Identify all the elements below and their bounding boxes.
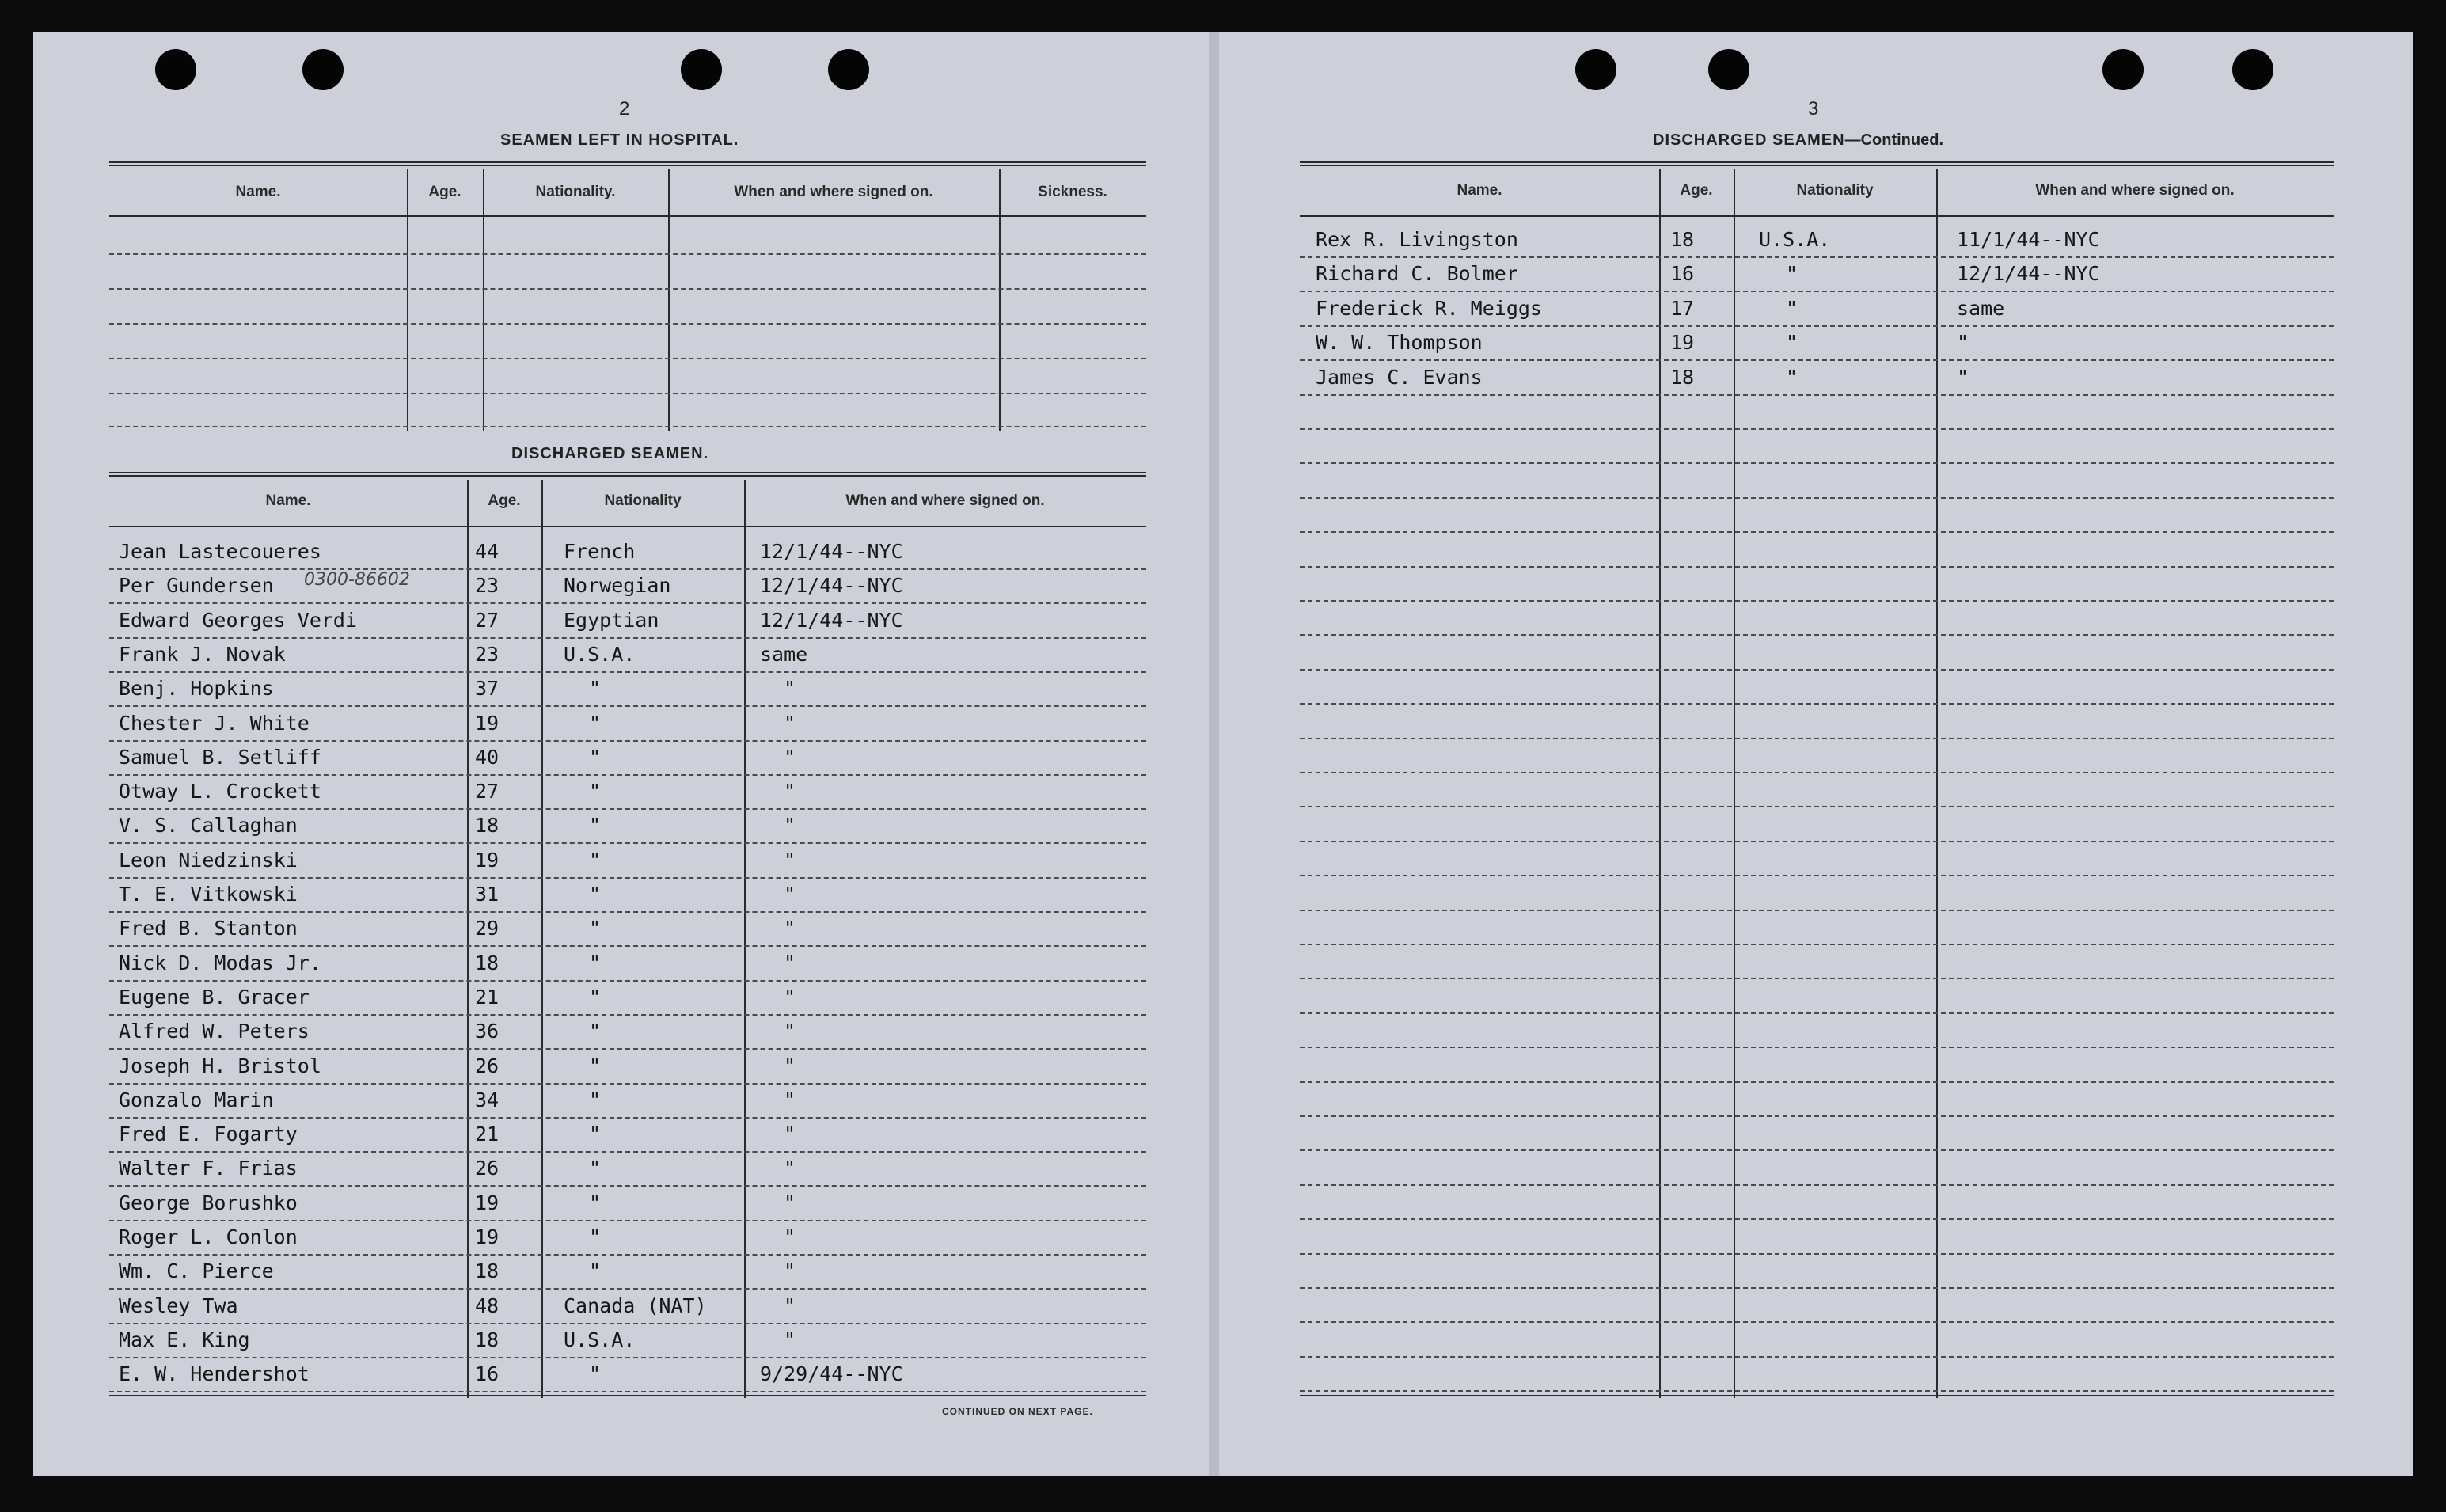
seaman-age: 26 xyxy=(475,1054,499,1077)
seaman-age: 27 xyxy=(475,780,499,803)
seaman-nationality: " xyxy=(589,849,602,872)
seaman-age: 19 xyxy=(1670,331,1695,354)
seaman-name: Jean Lastecoueres xyxy=(119,540,321,563)
seaman-name: Eugene B. Gracer xyxy=(119,986,310,1009)
row-line xyxy=(1300,772,2334,773)
seaman-age: 21 xyxy=(475,986,499,1009)
seaman-nationality: " xyxy=(589,1088,602,1111)
hospital-col-name: Name. xyxy=(235,184,281,200)
row-line xyxy=(109,1254,1146,1256)
seaman-age: 17 xyxy=(1670,297,1695,320)
seaman-age: 40 xyxy=(475,746,499,769)
seaman-signed-on: " xyxy=(784,1054,796,1077)
seaman-nationality: " xyxy=(589,1157,602,1180)
continued-title-main: DISCHARGED SEAMEN xyxy=(1653,131,1845,149)
hospital-top-rule xyxy=(109,161,1146,166)
seaman-signed-on: " xyxy=(784,1259,796,1282)
row-line xyxy=(1300,669,2334,671)
seaman-nationality: " xyxy=(589,712,602,735)
discharged-col-divider xyxy=(541,480,543,1398)
seaman-nationality: " xyxy=(1786,331,1798,354)
continued-header-rule xyxy=(1300,215,2334,217)
row-line xyxy=(109,1048,1146,1050)
seaman-age: 16 xyxy=(475,1362,499,1385)
row-line xyxy=(1300,738,2334,739)
seaman-nationality: " xyxy=(589,1259,602,1282)
discharged-col-divider xyxy=(467,480,469,1398)
seaman-name: Gonzalo Marin xyxy=(119,1088,274,1111)
row-line xyxy=(1300,566,2334,568)
row-line xyxy=(1300,1287,2334,1289)
hospital-col-nationality: Nationality. xyxy=(535,184,616,200)
row-line xyxy=(1300,325,2334,327)
seaman-signed-on: " xyxy=(784,1294,796,1317)
row-line xyxy=(1300,1115,2334,1117)
seaman-signed-on: 12/1/44--NYC xyxy=(760,540,903,563)
continued-title-suffix: —Continued. xyxy=(1844,131,1944,149)
row-line xyxy=(109,911,1146,913)
seaman-nationality: " xyxy=(589,883,602,906)
row-line xyxy=(109,808,1146,810)
row-line xyxy=(109,705,1146,707)
seaman-signed-on: " xyxy=(784,1191,796,1214)
row-line xyxy=(109,1083,1146,1085)
binder-hole xyxy=(1708,49,1749,90)
seaman-name: Alfred W. Peters xyxy=(119,1020,310,1043)
seaman-nationality: U.S.A. xyxy=(1759,228,1831,251)
seaman-nationality: " xyxy=(589,1225,602,1248)
seaman-nationality: " xyxy=(589,677,602,700)
continued-col-age: Age. xyxy=(1680,182,1713,199)
binder-hole xyxy=(302,49,344,90)
continued-col-nationality: Nationality xyxy=(1796,182,1874,199)
seaman-name: Edward Georges Verdi xyxy=(119,609,358,632)
seaman-age: 19 xyxy=(475,712,499,735)
seaman-name: Leon Niedzinski xyxy=(119,849,298,872)
row-line xyxy=(109,945,1146,947)
row-line xyxy=(109,602,1146,604)
hospital-row-line xyxy=(109,358,1146,359)
seaman-name: Fred E. Fogarty xyxy=(119,1123,298,1145)
discharged-col-divider xyxy=(744,480,746,1398)
seaman-nationality: " xyxy=(589,1123,602,1145)
hospital-row-line xyxy=(109,393,1146,394)
seaman-signed-on: " xyxy=(784,952,796,974)
seaman-signed-on: same xyxy=(760,643,808,666)
hospital-col-age: Age. xyxy=(428,184,461,200)
row-line xyxy=(1300,1081,2334,1083)
row-line xyxy=(1300,497,2334,499)
row-line xyxy=(1300,291,2334,292)
continued-bottom-rule xyxy=(1300,1395,2334,1396)
row-line xyxy=(1300,841,2334,842)
seaman-age: 29 xyxy=(475,917,499,940)
seaman-name: V. S. Callaghan xyxy=(119,814,298,837)
seaman-signed-on: " xyxy=(784,986,796,1009)
discharged-col-name: Name. xyxy=(265,492,311,509)
row-line xyxy=(1300,1149,2334,1151)
seaman-name: Samuel B. Setliff xyxy=(119,746,321,769)
row-line xyxy=(1300,1253,2334,1255)
discharged-header-rule xyxy=(109,526,1146,527)
row-line xyxy=(1300,394,2334,396)
seaman-name: Wesley Twa xyxy=(119,1294,238,1317)
seaman-name: Joseph H. Bristol xyxy=(119,1054,321,1077)
seaman-nationality: " xyxy=(1786,366,1798,389)
row-line xyxy=(109,1357,1146,1358)
seaman-age: 16 xyxy=(1670,262,1695,285)
seaman-signed-on: 9/29/44--NYC xyxy=(760,1362,903,1385)
seaman-age: 18 xyxy=(1670,366,1695,389)
binder-hole xyxy=(155,49,196,90)
page-number: 3 xyxy=(1808,98,1819,120)
seaman-age: 19 xyxy=(475,1225,499,1248)
seaman-name: Per Gundersen xyxy=(119,574,274,597)
continued-note: CONTINUED ON NEXT PAGE. xyxy=(942,1406,1093,1417)
row-line xyxy=(1300,1047,2334,1048)
seaman-name: Max E. King xyxy=(119,1328,250,1351)
seaman-name: Chester J. White xyxy=(119,712,310,735)
seaman-name: Frederick R. Meiggs xyxy=(1316,297,1542,320)
continued-section-title xyxy=(1653,131,1943,150)
seaman-signed-on: 12/1/44--NYC xyxy=(760,609,903,632)
discharged-col-nationality: Nationality xyxy=(604,492,682,509)
row-line xyxy=(1300,944,2334,945)
seaman-name: George Borushko xyxy=(119,1191,298,1214)
seaman-age: 27 xyxy=(475,609,499,632)
row-line xyxy=(1300,531,2334,533)
hospital-col-sickness: Sickness. xyxy=(1038,184,1107,200)
seaman-nationality: " xyxy=(589,814,602,837)
seaman-signed-on: " xyxy=(1957,331,1969,354)
seaman-age: 19 xyxy=(475,849,499,872)
seaman-signed-on: " xyxy=(784,883,796,906)
seaman-nationality: Egyptian xyxy=(564,609,659,632)
row-line xyxy=(1300,978,2334,979)
row-line xyxy=(109,740,1146,742)
continued-col-signed-on: When and where signed on. xyxy=(2035,182,2235,199)
seaman-name: Richard C. Bolmer xyxy=(1316,262,1518,285)
hospital-section-title: SEAMEN LEFT IN HOSPITAL. xyxy=(500,131,739,149)
discharged-top-rule xyxy=(109,472,1146,477)
seaman-nationality: " xyxy=(589,1054,602,1077)
seaman-signed-on: " xyxy=(784,677,796,700)
discharged-col-signed-on: When and where signed on. xyxy=(845,492,1045,509)
binder-hole xyxy=(2102,49,2144,90)
row-line xyxy=(1300,462,2334,464)
seaman-signed-on: 12/1/44--NYC xyxy=(760,574,903,597)
seaman-name: James C. Evans xyxy=(1316,366,1483,389)
row-line xyxy=(109,568,1146,570)
hospital-col-divider xyxy=(668,169,670,431)
seaman-signed-on: " xyxy=(784,814,796,837)
row-line xyxy=(1300,1321,2334,1323)
hospital-col-divider xyxy=(483,169,484,431)
row-line xyxy=(109,1288,1146,1290)
seaman-age: 18 xyxy=(475,952,499,974)
seaman-nationality: " xyxy=(589,1020,602,1043)
seaman-name: Walter F. Frias xyxy=(119,1157,298,1180)
seaman-age: 37 xyxy=(475,677,499,700)
seaman-age: 26 xyxy=(475,1157,499,1180)
row-line xyxy=(109,774,1146,776)
seaman-signed-on: " xyxy=(784,1020,796,1043)
row-line xyxy=(1300,1390,2334,1392)
row-line xyxy=(1300,256,2334,258)
seaman-signed-on: " xyxy=(784,1157,796,1180)
hospital-col-signed-on: When and where signed on. xyxy=(734,184,933,200)
binder-hole xyxy=(2232,49,2273,90)
seaman-age: 18 xyxy=(475,1259,499,1282)
row-line xyxy=(109,877,1146,879)
seaman-age: 48 xyxy=(475,1294,499,1317)
binder-hole xyxy=(1575,49,1616,90)
row-line xyxy=(1300,634,2334,636)
discharged-section-title: DISCHARGED SEAMEN. xyxy=(511,445,709,462)
seaman-age: 31 xyxy=(475,883,499,906)
seaman-nationality: French xyxy=(564,540,636,563)
row-line xyxy=(1300,1218,2334,1220)
hospital-col-divider xyxy=(407,169,408,431)
seaman-nationality: " xyxy=(589,1362,602,1385)
row-line xyxy=(1300,1184,2334,1186)
seaman-signed-on: same xyxy=(1957,297,2005,320)
seaman-name: Otway L. Crockett xyxy=(119,780,321,803)
seaman-name: Frank J. Novak xyxy=(119,643,286,666)
seaman-age: 21 xyxy=(475,1123,499,1145)
seaman-age: 23 xyxy=(475,643,499,666)
seaman-nationality: U.S.A. xyxy=(564,1328,636,1351)
seaman-name: Benj. Hopkins xyxy=(119,677,274,700)
seaman-nationality: " xyxy=(589,952,602,974)
seaman-signed-on: " xyxy=(1957,366,1969,389)
seaman-age: 36 xyxy=(475,1020,499,1043)
seaman-nationality: " xyxy=(1786,262,1798,285)
row-line xyxy=(109,1117,1146,1119)
seaman-signed-on: " xyxy=(784,746,796,769)
hospital-header-rule xyxy=(109,215,1146,217)
seaman-age: 44 xyxy=(475,540,499,563)
seaman-age: 34 xyxy=(475,1088,499,1111)
seaman-signed-on: " xyxy=(784,1328,796,1351)
seaman-nationality: " xyxy=(589,780,602,803)
seaman-nationality: U.S.A. xyxy=(564,643,636,666)
seaman-age: 18 xyxy=(1670,228,1695,251)
row-line xyxy=(1300,1012,2334,1014)
hospital-row-line xyxy=(109,323,1146,325)
continued-col-divider xyxy=(1734,169,1735,1398)
row-line xyxy=(1300,1356,2334,1358)
seaman-nationality: Norwegian xyxy=(564,574,671,597)
row-line xyxy=(1300,703,2334,705)
seaman-age: 19 xyxy=(475,1191,499,1214)
row-line xyxy=(1300,359,2334,361)
page-gutter xyxy=(1209,32,1219,1476)
row-line xyxy=(109,1151,1146,1153)
hospital-row-line xyxy=(109,426,1146,427)
seaman-name: W. W. Thompson xyxy=(1316,331,1483,354)
seaman-name: Roger L. Conlon xyxy=(119,1225,298,1248)
row-line xyxy=(1300,806,2334,807)
seaman-nationality: " xyxy=(1786,297,1798,320)
seaman-name: Rex R. Livingston xyxy=(1316,228,1518,251)
seaman-signed-on: 12/1/44--NYC xyxy=(1957,262,2100,285)
seaman-nationality: " xyxy=(589,746,602,769)
row-line xyxy=(1300,600,2334,602)
seaman-name: E. W. Hendershot xyxy=(119,1362,310,1385)
row-line xyxy=(109,1014,1146,1016)
page-number: 2 xyxy=(619,98,630,120)
hospital-row-line xyxy=(109,253,1146,255)
seaman-nationality: Canada (NAT) xyxy=(564,1294,707,1317)
seaman-age: 18 xyxy=(475,1328,499,1351)
seaman-name: T. E. Vitkowski xyxy=(119,883,298,906)
seaman-signed-on: " xyxy=(784,849,796,872)
row-line xyxy=(109,1391,1146,1392)
row-line xyxy=(109,980,1146,982)
binder-hole xyxy=(681,49,722,90)
seaman-age: 18 xyxy=(475,814,499,837)
seaman-signed-on: " xyxy=(784,780,796,803)
seaman-signed-on: 11/1/44--NYC xyxy=(1957,228,2100,251)
row-line xyxy=(109,842,1146,844)
binder-hole xyxy=(828,49,869,90)
row-line xyxy=(109,1220,1146,1221)
row-line xyxy=(1300,428,2334,430)
hospital-col-divider xyxy=(999,169,1001,431)
seaman-signed-on: " xyxy=(784,1123,796,1145)
handwritten-note: 0300-86602 xyxy=(304,570,410,590)
seaman-signed-on: " xyxy=(784,1088,796,1111)
row-line xyxy=(109,1185,1146,1187)
seaman-age: 23 xyxy=(475,574,499,597)
row-line xyxy=(1300,910,2334,911)
discharged-bottom-rule xyxy=(109,1395,1146,1396)
seaman-nationality: " xyxy=(589,917,602,940)
seaman-name: Nick D. Modas Jr. xyxy=(119,952,321,974)
seaman-signed-on: " xyxy=(784,1225,796,1248)
seaman-signed-on: " xyxy=(784,712,796,735)
continued-col-divider xyxy=(1936,169,1938,1398)
hospital-row-line xyxy=(109,288,1146,290)
discharged-col-age: Age. xyxy=(488,492,521,509)
row-line xyxy=(109,671,1146,673)
continued-col-divider xyxy=(1659,169,1661,1398)
row-line xyxy=(109,637,1146,639)
row-line xyxy=(1300,875,2334,876)
seaman-name: Wm. C. Pierce xyxy=(119,1259,274,1282)
seaman-signed-on: " xyxy=(784,917,796,940)
seaman-nationality: " xyxy=(589,1191,602,1214)
seaman-nationality: " xyxy=(589,986,602,1009)
seaman-name: Fred B. Stanton xyxy=(119,917,298,940)
continued-col-name: Name. xyxy=(1457,182,1502,199)
row-line xyxy=(109,1323,1146,1324)
continued-top-rule xyxy=(1300,161,2334,166)
